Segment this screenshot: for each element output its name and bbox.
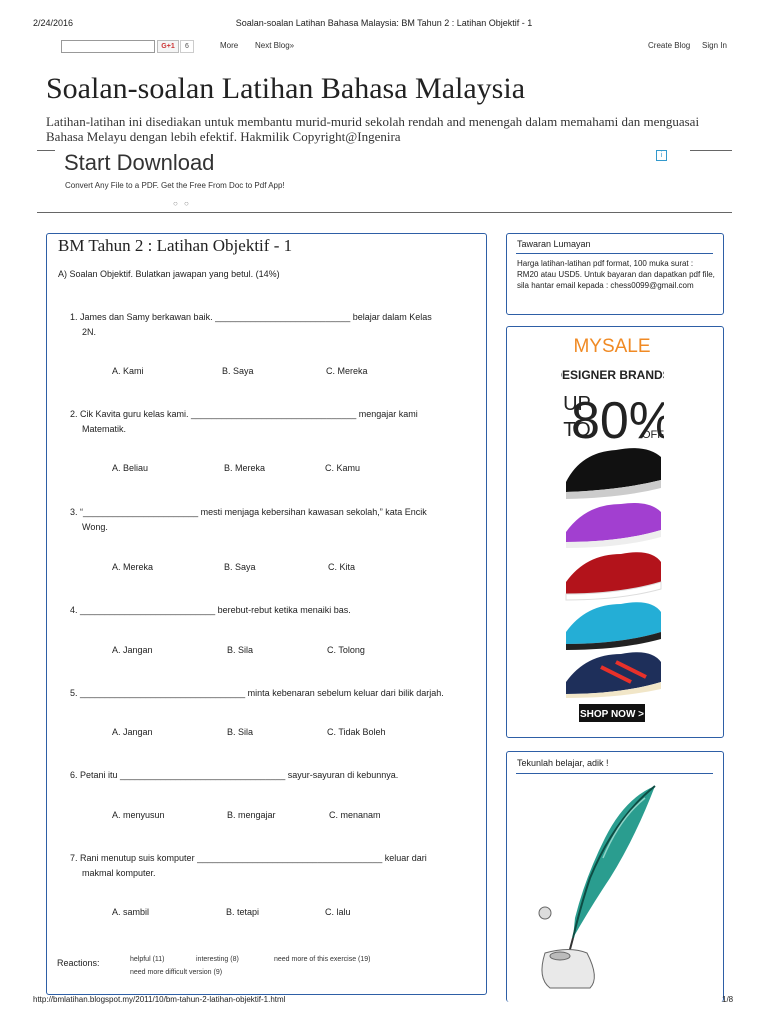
gplus-button[interactable]: G+1 [157,40,179,53]
reaction-interesting[interactable]: interesting (8) [196,956,239,963]
print-page-title: Soalan-soalan Latihan Bahasa Malaysia: BM Tahun 2 : Latihan Objektif - 1 [235,18,533,28]
mysale-percent: 80 [570,392,629,450]
svg-text:TO: TO [563,419,591,441]
question-5-text: 5. _________________________________ minta kebenaran sebelum keluar dari bilik darjah. [70,688,444,698]
mysale-ad-banner[interactable] [561,332,664,726]
create-blog-link[interactable]: Create Blog [648,41,691,50]
question-6-option-a: A. menyusun [112,810,165,820]
footer-url: http://bmlatihan.blogspot.my/2011/10/bm-tahun-2-latihan-objektif-1.html [33,995,286,1004]
blog-title[interactable]: Soalan-soalan Latihan Bahasa Malaysia [46,72,526,105]
question-5-option-b: B. Sila [227,727,254,737]
question-1-text-cont: 2N. [82,327,97,337]
question-4-option-b: B. Sila [227,645,254,655]
search-input[interactable] [61,40,155,53]
post-instruction: A) Soalan Objektif. Bulatkan jawapan yang betul. (14%) [58,269,280,279]
question-5-option-c: C. Tidak Boleh [327,727,386,737]
blogger-navbar [0,30,768,60]
svg-text:UP: UP [563,393,591,415]
question-2-text: 2. Cik Kavita guru kelas kami. _________________________________ mengajar kami [70,409,418,419]
quill-inkwell-image [515,778,665,991]
question-3-option-a: A. Mereka [112,562,154,572]
question-3-text-cont: Wong. [82,522,108,532]
post-title[interactable]: BM Tahun 2 : Latihan Objektif - 1 [58,236,293,255]
more-link[interactable]: More [220,41,239,50]
ad-divider-left [37,150,55,151]
svg-text:OFF: OFF [642,429,664,441]
question-7-option-a: A. sambil [112,907,150,917]
question-4-option-a: A. Jangan [112,645,153,655]
mysale-shop-now: SHOP NOW > [580,709,644,720]
mysale-logo: MYSALE [573,336,651,357]
question-2-option-c: C. Kamu [325,463,361,473]
question-6-option-c: C. menanam [329,810,381,820]
reaction-more-difficult[interactable]: need more difficult version (9) [130,969,223,976]
question-1-text: 1. James dan Samy berkawan baik. ___________________________ belajar dalam Kelas [70,312,432,322]
blog-description: Latihan-latihan ini disediakan untuk membantu murid-murid sekolah rendah and menengah dalam memahami dan menguasai Bahasa Melayu dengan lebih efektif. Hakmilik Copyright@Ingenira [46,114,700,144]
question-1-option-c: C. Mereka [326,366,368,376]
mysale-designer-brands: ESIGNER BRAND [561,368,663,382]
question-4-text: 4. ___________________________ berebut-rebut ketika menaiki bas. [70,605,351,615]
offer-widget-underline [516,253,713,254]
question-1-option-b: B. Saya [222,366,254,376]
question-7-text-cont: makmal komputer. [82,868,156,878]
ad-info-icon[interactable]: i [656,150,667,161]
question-3-text: 3. “_______________________ mesti menjaga kebersihan kawasan sekolah,” kata Encik [70,507,427,517]
question-2-option-a: A. Beliau [112,463,149,473]
question-7-option-b: B. tetapi [226,907,260,917]
image-widget-title: Tekunlah belajar, adik ! [517,758,609,768]
ad-title[interactable]: Start Download [64,150,215,175]
question-1-option-a: A. Kami [112,366,144,376]
question-7-option-c: C. lalu [325,907,351,917]
offer-widget-text: Harga latihan-latihan pdf format, 100 muka surat : RM20 atau USD5. Untuk bayaran dan dapatkan pdf file, sila hantar email kepada : chess0099@gmail.com [517,259,715,290]
question-2-text-cont: Matematik. [82,424,127,434]
gplus-count: 6 [180,40,194,53]
reaction-helpful[interactable]: helpful (11) [130,956,165,963]
ad-divider-right [690,150,732,151]
ad-pagination-dots[interactable]: ○ ○ [173,199,191,208]
footer-page-number: 1/8 [722,995,734,1004]
question-5-option-a: A. Jangan [112,727,153,737]
print-date: 2/24/2016 [33,18,74,28]
question-6-text: 6. Petani itu _________________________________ sayur-sayuran di kebunnya. [70,770,399,780]
question-2-option-b: B. Mereka [224,463,266,473]
ad-subtitle[interactable]: Convert Any File to a PDF. Get the Free From Doc to Pdf App! [65,181,285,190]
offer-widget-title: Tawaran Lumayan [517,239,591,249]
question-6-option-b: B. mengajar [227,810,276,820]
question-4-option-c: C. Tolong [327,645,365,655]
reactions-label: Reactions: [57,958,100,968]
question-7-text: 7. Rani menutup suis komputer _____________________________________ keluar dari [70,853,427,863]
question-3-option-b: B. Saya [224,562,256,572]
next-blog-link[interactable]: Next Blog» [255,41,295,50]
reaction-need-more[interactable]: need more of this exercise (19) [274,956,371,963]
question-3-option-c: C. Kita [328,562,356,572]
sign-in-link[interactable]: Sign In [702,41,727,50]
image-widget-underline [516,773,713,774]
ad-bottom-divider [37,212,732,213]
